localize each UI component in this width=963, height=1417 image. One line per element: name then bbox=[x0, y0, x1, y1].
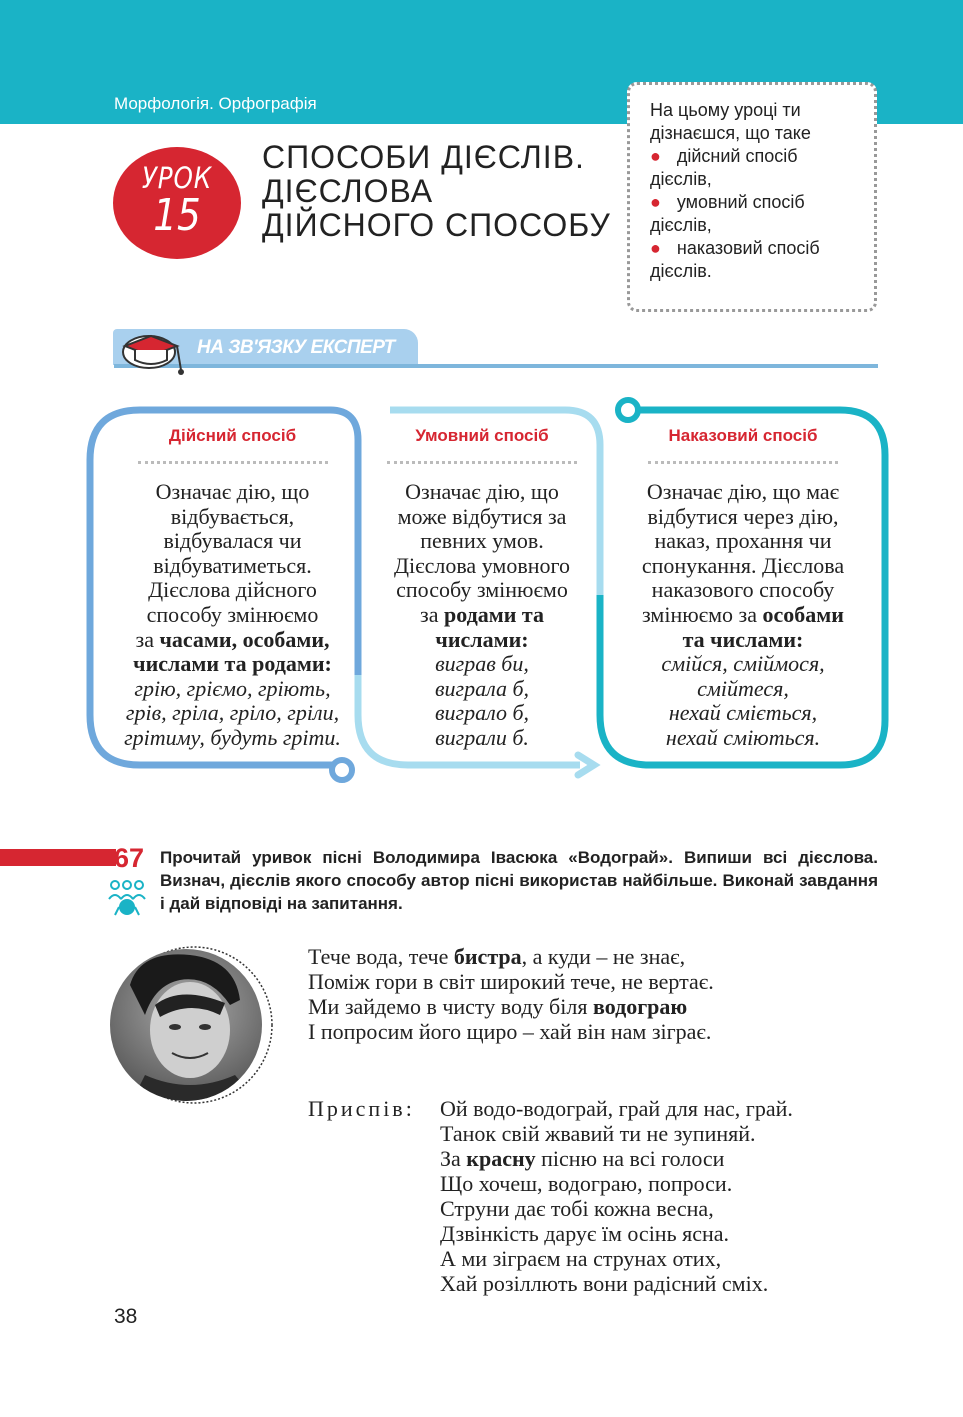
mood-box-indicative bbox=[95, 426, 370, 751]
lesson-number: 15 bbox=[153, 190, 201, 241]
lesson-goals bbox=[627, 82, 877, 312]
verse-line: Тече вода, тече бистра, а куди – не знає, bbox=[308, 944, 686, 969]
chorus-line: За красну пісню на всі голоси bbox=[440, 1146, 725, 1171]
mood-box-conditional bbox=[367, 426, 597, 751]
mood-text: Означає дію, що відбувається, відбувалася чи відбуватиметься. Дієслова дійсного способу змінюємо за часами, особами, числами та родами: грію, гріємо, гріють, грів, гріла, гріло, гріли, грітиму, будуть гріти. bbox=[124, 479, 341, 750]
goals-intro: дізнаєшся, що таке bbox=[650, 123, 811, 143]
dotted-divider bbox=[387, 458, 577, 464]
page-number: 38 bbox=[114, 1305, 138, 1328]
song-verse bbox=[308, 944, 714, 1044]
arrow-right-icon bbox=[578, 755, 594, 775]
bullet-icon: ● bbox=[650, 146, 661, 166]
mood-title: Дійсний спосіб bbox=[168, 426, 297, 445]
portrait-photo bbox=[100, 945, 278, 1105]
title-line: ДІЙСНОГО СПОСОБУ bbox=[262, 207, 611, 243]
chorus-line: Струни дає тобі кожна весна, bbox=[440, 1196, 714, 1221]
mood-text: Означає дію, що має відбутися через дію, наказ, прохання чи спонукання. Дієслова наказового способу змінюємо за особами та числами: смійся, сміймося, смійтеся, нехай сміється, нехай сміються. bbox=[641, 479, 845, 750]
lesson-word: УРОК bbox=[141, 161, 213, 195]
chorus-line: Ой водо-водограй, грай для нас, грай. bbox=[440, 1096, 793, 1121]
mood-box-imperative bbox=[608, 426, 878, 751]
verse-line: Ми зайдемо в чисту воду біля водограю bbox=[308, 994, 688, 1019]
graduation-cap-icon bbox=[119, 326, 189, 384]
mood-title: Умовний спосіб bbox=[415, 426, 549, 445]
dotted-divider bbox=[648, 458, 838, 464]
goal-item-cont: дієслів. bbox=[650, 261, 712, 281]
verse-line: І попросим його щиро – хай він нам зіграє. bbox=[308, 1019, 712, 1044]
exercise-number: 67 bbox=[114, 843, 145, 873]
mood-title: Наказовий спосіб bbox=[668, 426, 818, 445]
exercise-text: Прочитай уривок пісні Володимира Івасюка «Водограй». Випиши всі дієслова. Визнач, дієслів якого способу автор пісні використав найбільше. Виконай завдання і дай відповіді на запитання. bbox=[160, 848, 878, 913]
chorus-line: А ми зіграєм на струнах отих, bbox=[440, 1246, 722, 1271]
lesson-badge bbox=[113, 147, 241, 259]
goal-item-cont: дієслів, bbox=[650, 215, 712, 235]
bullet-icon: ● bbox=[650, 192, 661, 212]
goal-item-cont: дієслів, bbox=[650, 169, 712, 189]
divider bbox=[114, 364, 878, 368]
mood-text: Означає дію, що може відбутися за певних умов. Дієслова умовного способу змінюємо за родами та числами: виграв би, виграла б, виграло б, виграли б. bbox=[394, 479, 570, 750]
lesson-title bbox=[262, 140, 611, 242]
flow-node-icon bbox=[332, 760, 352, 780]
exercise-marker bbox=[0, 849, 116, 866]
section-title: Морфологія. Орфографія bbox=[114, 94, 317, 113]
title-line: ДІЄСЛОВА bbox=[262, 173, 434, 209]
chorus-line: Танок свій жвавий ти не зупиняй. bbox=[440, 1121, 756, 1146]
expert-tab-label: НА ЗВ'ЯЗКУ ЕКСПЕРТ bbox=[197, 337, 395, 358]
chorus-label: Приспів: bbox=[308, 1096, 415, 1121]
chorus-line: Хай розіллють вони радісний сміх. bbox=[440, 1271, 769, 1296]
chorus-line: Що хочеш, водограю, попроси. bbox=[440, 1171, 733, 1196]
chorus-line: Дзвінкість дарує їм осінь ясна. bbox=[440, 1221, 730, 1246]
flow-node-icon bbox=[618, 400, 638, 420]
goal-item: ● наказовий спосіб bbox=[650, 238, 820, 258]
dotted-divider bbox=[138, 458, 328, 464]
verse-line: Поміж гори в світ широкий тече, не вертає. bbox=[308, 969, 714, 994]
group-work-icon bbox=[107, 879, 147, 917]
goals-intro: На цьому уроці ти bbox=[650, 100, 801, 120]
song-chorus bbox=[440, 1096, 793, 1296]
goal-item: ● умовний спосіб bbox=[650, 192, 805, 212]
goal-item: ● дійсний спосіб bbox=[650, 146, 798, 166]
bullet-icon: ● bbox=[650, 238, 661, 258]
title-line: СПОСОБИ ДІЄСЛІВ. bbox=[262, 139, 585, 175]
